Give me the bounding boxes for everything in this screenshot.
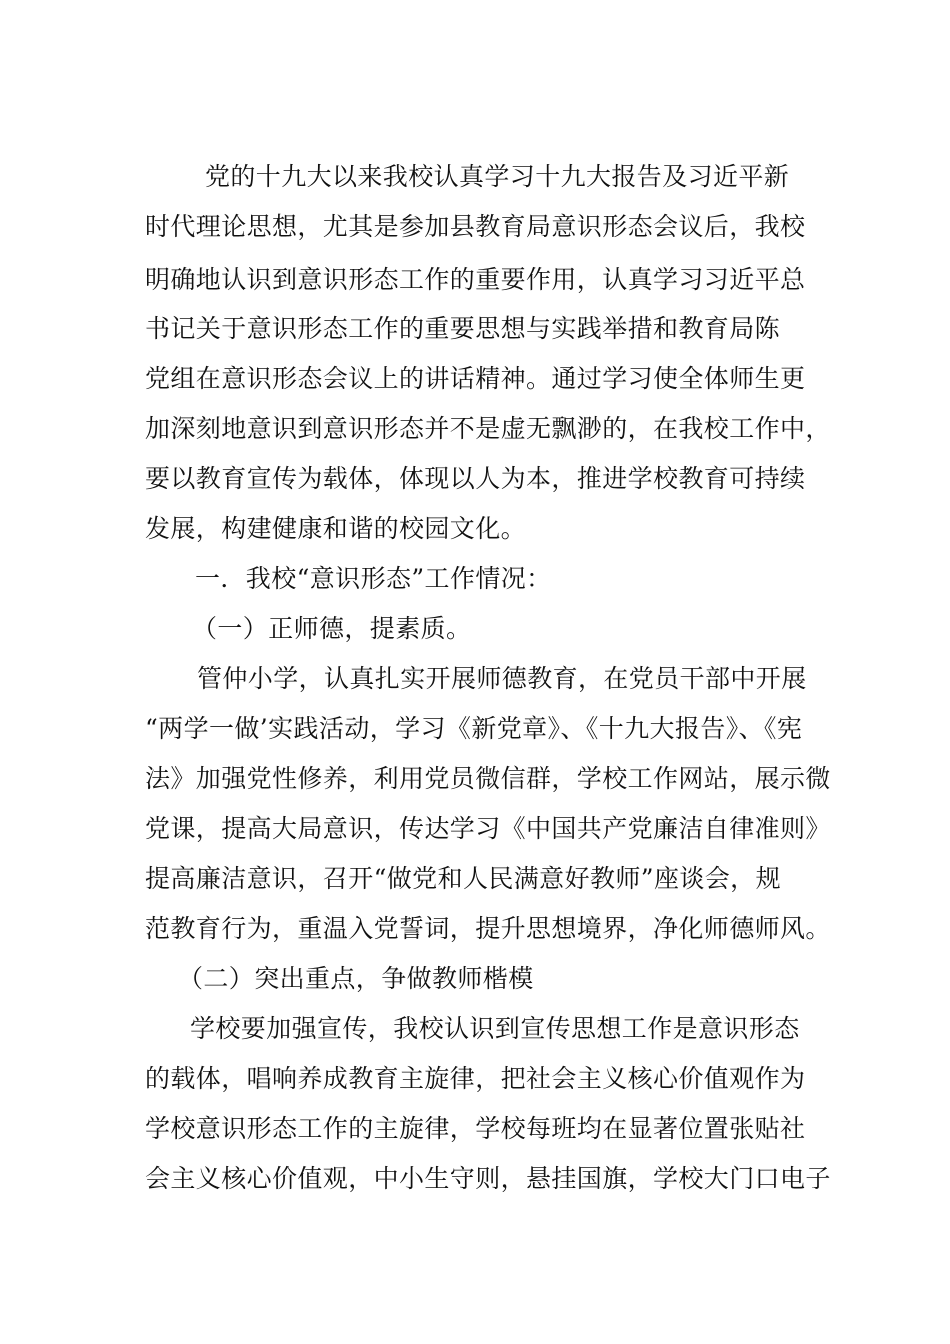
paragraph-line-5: 党组在意识形态会议上的讲话精神。通过学习使全体师生更	[145, 364, 806, 393]
paragraph-line-4: 书记关于意识形态工作的重要思想与实践举措和教育局陈	[145, 314, 781, 343]
paragraph-line-17: 学校意识形态工作的主旋律，学校每班均在显著位置张贴社	[145, 1114, 806, 1143]
paragraph-line-10: “两学一做’实践活动，学习《新党章》、《十九大报告》、《宪	[145, 714, 803, 743]
section-heading-1: 一．我校“意识形态”工作情况：	[195, 564, 552, 593]
paragraph-line-7: 要以教育宣传为载体，体现以人为本，推进学校教育可持续	[145, 464, 806, 493]
paragraph-line-12: 党课，提高大局意识，传达学习《中国共产党廉洁自律准则》	[145, 814, 831, 843]
paragraph-line-11: 法》加强党性修养，利用党员微信群，学校工作网站，展示微	[145, 764, 831, 793]
paragraph-line-1: 党的十九大以来我校认真学习十九大报告及习近平新	[205, 162, 790, 191]
subsection-heading-2: （二）突出重点，争做教师楷模	[178, 964, 534, 993]
paragraph-line-18: 会主义核心价值观，中小生守则，悬挂国旗，学校大门口电子	[145, 1164, 831, 1193]
paragraph-line-9: 管仲小学，认真扎实开展师德教育，在党员干部中开展	[197, 664, 807, 693]
paragraph-line-2: 时代理论思想，尤其是参加县教育局意识形态会议后，我校	[145, 212, 806, 241]
paragraph-line-16: 的载体，唱响养成教育主旋律，把社会主义核心价值观作为	[145, 1064, 806, 1093]
paragraph-line-15: 学校要加强宣传，我校认识到宣传思想工作是意识形态	[190, 1014, 800, 1043]
paragraph-line-6: 加深刻地意识到意识形态并不是虚无飘渺的，在我校工作中，	[145, 414, 831, 443]
paragraph-line-3: 明确地认识到意识形态工作的重要作用，认真学习习近平总	[145, 265, 806, 294]
paragraph-line-13: 提高廉洁意识，召开“做党和人民满意好教师”座谈会，规	[145, 864, 781, 893]
paragraph-line-8: 发展，构建健康和谐的校园文化。	[145, 514, 527, 543]
subsection-heading-1: （一）正师德，提素质。	[192, 614, 472, 643]
paragraph-line-14: 范教育行为，重温入党誓词，提升思想境界，净化师德师风。	[145, 914, 831, 943]
